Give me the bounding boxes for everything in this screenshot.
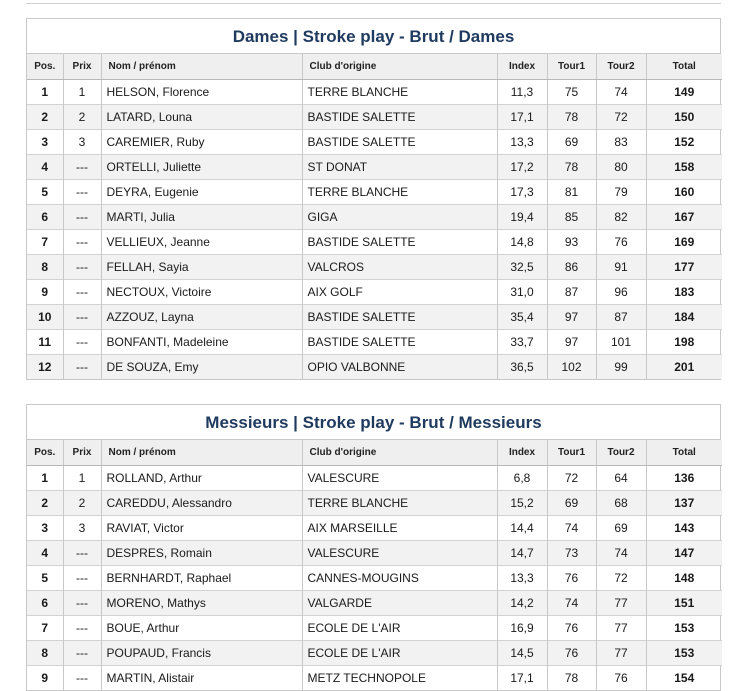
cell-total: 150 xyxy=(646,105,722,130)
cell-tour1: 78 xyxy=(547,155,596,180)
cell-tour2: 99 xyxy=(596,355,646,380)
cell-prix: 2 xyxy=(63,491,101,516)
column-header-prix: Prix xyxy=(63,54,101,80)
column-header-tour2: Tour2 xyxy=(596,54,646,80)
cell-name: LATARD, Louna xyxy=(101,105,302,130)
cell-club: BASTIDE SALETTE xyxy=(302,130,497,155)
cell-pos: 12 xyxy=(27,355,63,380)
table-row xyxy=(27,205,722,230)
cell-total: 136 xyxy=(646,466,722,491)
cell-total: 169 xyxy=(646,230,722,255)
cell-tour1: 76 xyxy=(547,566,596,591)
cell-pos: 2 xyxy=(27,491,63,516)
cell-name: DEYRA, Eugenie xyxy=(101,180,302,205)
cell-total: 167 xyxy=(646,205,722,230)
cell-prix: --- xyxy=(63,566,101,591)
cell-name: MARTIN, Alistair xyxy=(101,666,302,691)
cell-total: 201 xyxy=(646,355,722,380)
cell-prix: --- xyxy=(63,666,101,691)
table-row xyxy=(27,466,722,491)
cell-club: ECOLE DE L'AIR xyxy=(302,641,497,666)
column-header-name: Nom / prénom xyxy=(101,440,302,466)
results-table xyxy=(27,54,722,379)
cell-tour1: 69 xyxy=(547,491,596,516)
cell-club: BASTIDE SALETTE xyxy=(302,330,497,355)
cell-name: FELLAH, Sayia xyxy=(101,255,302,280)
cell-index: 19,4 xyxy=(497,205,547,230)
cell-name: NECTOUX, Victoire xyxy=(101,280,302,305)
cell-pos: 1 xyxy=(27,466,63,491)
section-title: Messieurs | Stroke play - Brut / Messieurs xyxy=(27,405,720,440)
cell-club: CANNES-MOUGINS xyxy=(302,566,497,591)
cell-tour1: 97 xyxy=(547,305,596,330)
cell-index: 15,2 xyxy=(497,491,547,516)
cell-club: ST DONAT xyxy=(302,155,497,180)
cell-pos: 11 xyxy=(27,330,63,355)
cell-prix: --- xyxy=(63,591,101,616)
cell-tour1: 93 xyxy=(547,230,596,255)
cell-prix: --- xyxy=(63,305,101,330)
cell-club: AIX GOLF xyxy=(302,280,497,305)
cell-prix: 1 xyxy=(63,80,101,105)
cell-prix: --- xyxy=(63,616,101,641)
cell-tour1: 86 xyxy=(547,255,596,280)
cell-prix: --- xyxy=(63,230,101,255)
cell-club: OPIO VALBONNE xyxy=(302,355,497,380)
column-header-total: Total xyxy=(646,54,722,80)
cell-tour2: 74 xyxy=(596,80,646,105)
cell-total: 143 xyxy=(646,516,722,541)
table-body xyxy=(27,466,722,691)
cell-prix: --- xyxy=(63,330,101,355)
cell-tour2: 64 xyxy=(596,466,646,491)
cell-index: 17,2 xyxy=(497,155,547,180)
cell-tour2: 77 xyxy=(596,641,646,666)
results-section-messieurs xyxy=(26,404,721,691)
column-header-tour1: Tour1 xyxy=(547,440,596,466)
cell-club: BASTIDE SALETTE xyxy=(302,105,497,130)
cell-club: METZ TECHNOPOLE xyxy=(302,666,497,691)
cell-tour1: 69 xyxy=(547,130,596,155)
cell-index: 16,9 xyxy=(497,616,547,641)
cell-tour1: 87 xyxy=(547,280,596,305)
cell-tour2: 96 xyxy=(596,280,646,305)
cell-total: 177 xyxy=(646,255,722,280)
cell-club: TERRE BLANCHE xyxy=(302,80,497,105)
column-header-index: Index xyxy=(497,54,547,80)
column-header-pos: Pos. xyxy=(27,440,63,466)
cell-total: 152 xyxy=(646,130,722,155)
table-row xyxy=(27,130,722,155)
cell-tour1: 102 xyxy=(547,355,596,380)
cell-tour1: 72 xyxy=(547,466,596,491)
cell-pos: 8 xyxy=(27,641,63,666)
cell-name: ROLLAND, Arthur xyxy=(101,466,302,491)
cell-index: 14,5 xyxy=(497,641,547,666)
table-row xyxy=(27,541,722,566)
cell-tour1: 76 xyxy=(547,641,596,666)
cell-name: VELLIEUX, Jeanne xyxy=(101,230,302,255)
cell-tour2: 80 xyxy=(596,155,646,180)
cell-pos: 4 xyxy=(27,541,63,566)
cell-tour1: 85 xyxy=(547,205,596,230)
cell-index: 35,4 xyxy=(497,305,547,330)
page-top-rule xyxy=(26,3,721,4)
cell-pos: 10 xyxy=(27,305,63,330)
cell-total: 149 xyxy=(646,80,722,105)
cell-pos: 5 xyxy=(27,180,63,205)
cell-pos: 2 xyxy=(27,105,63,130)
cell-prix: 3 xyxy=(63,130,101,155)
table-row xyxy=(27,80,722,105)
cell-tour2: 101 xyxy=(596,330,646,355)
cell-index: 33,7 xyxy=(497,330,547,355)
cell-prix: --- xyxy=(63,280,101,305)
cell-name: ORTELLI, Juliette xyxy=(101,155,302,180)
column-header-total: Total xyxy=(646,440,722,466)
cell-tour2: 77 xyxy=(596,616,646,641)
cell-name: BOUE, Arthur xyxy=(101,616,302,641)
cell-index: 17,1 xyxy=(497,666,547,691)
cell-total: 137 xyxy=(646,491,722,516)
cell-prix: 1 xyxy=(63,466,101,491)
cell-pos: 7 xyxy=(27,616,63,641)
table-row xyxy=(27,641,722,666)
table-row xyxy=(27,616,722,641)
table-header-row xyxy=(27,54,722,80)
cell-tour2: 87 xyxy=(596,305,646,330)
cell-index: 17,1 xyxy=(497,105,547,130)
cell-prix: --- xyxy=(63,180,101,205)
section-title: Dames | Stroke play - Brut / Dames xyxy=(27,19,720,54)
cell-name: POUPAUD, Francis xyxy=(101,641,302,666)
cell-index: 14,2 xyxy=(497,591,547,616)
cell-pos: 1 xyxy=(27,80,63,105)
cell-name: BERNHARDT, Raphael xyxy=(101,566,302,591)
cell-pos: 9 xyxy=(27,280,63,305)
column-header-pos: Pos. xyxy=(27,54,63,80)
cell-club: BASTIDE SALETTE xyxy=(302,230,497,255)
column-header-prix: Prix xyxy=(63,440,101,466)
cell-prix: --- xyxy=(63,255,101,280)
cell-tour1: 74 xyxy=(547,591,596,616)
table-body xyxy=(27,80,722,380)
cell-index: 6,8 xyxy=(497,466,547,491)
cell-prix: 2 xyxy=(63,105,101,130)
cell-index: 14,8 xyxy=(497,230,547,255)
cell-name: CAREMIER, Ruby xyxy=(101,130,302,155)
cell-tour2: 72 xyxy=(596,105,646,130)
table-header-row xyxy=(27,440,722,466)
cell-index: 32,5 xyxy=(497,255,547,280)
cell-index: 13,3 xyxy=(497,130,547,155)
table-row xyxy=(27,516,722,541)
cell-index: 14,4 xyxy=(497,516,547,541)
cell-total: 183 xyxy=(646,280,722,305)
cell-pos: 5 xyxy=(27,566,63,591)
cell-pos: 4 xyxy=(27,155,63,180)
column-header-index: Index xyxy=(497,440,547,466)
cell-total: 184 xyxy=(646,305,722,330)
cell-index: 14,7 xyxy=(497,541,547,566)
cell-total: 148 xyxy=(646,566,722,591)
column-header-tour2: Tour2 xyxy=(596,440,646,466)
cell-pos: 3 xyxy=(27,130,63,155)
table-row xyxy=(27,355,722,380)
cell-pos: 9 xyxy=(27,666,63,691)
cell-club: VALCROS xyxy=(302,255,497,280)
cell-club: VALESCURE xyxy=(302,466,497,491)
cell-club: VALESCURE xyxy=(302,541,497,566)
table-row xyxy=(27,330,722,355)
table-row xyxy=(27,305,722,330)
cell-club: AIX MARSEILLE xyxy=(302,516,497,541)
cell-total: 198 xyxy=(646,330,722,355)
column-header-club: Club d'origine xyxy=(302,54,497,80)
results-section-dames xyxy=(26,18,721,380)
cell-tour2: 74 xyxy=(596,541,646,566)
column-header-name: Nom / prénom xyxy=(101,54,302,80)
cell-pos: 6 xyxy=(27,205,63,230)
cell-club: GIGA xyxy=(302,205,497,230)
cell-name: RAVIAT, Victor xyxy=(101,516,302,541)
cell-club: ECOLE DE L'AIR xyxy=(302,616,497,641)
results-table xyxy=(27,440,722,690)
table-row xyxy=(27,591,722,616)
cell-tour1: 97 xyxy=(547,330,596,355)
table-row xyxy=(27,491,722,516)
cell-name: HELSON, Florence xyxy=(101,80,302,105)
cell-tour2: 77 xyxy=(596,591,646,616)
cell-tour2: 72 xyxy=(596,566,646,591)
cell-tour1: 76 xyxy=(547,616,596,641)
cell-tour1: 81 xyxy=(547,180,596,205)
cell-index: 13,3 xyxy=(497,566,547,591)
table-row xyxy=(27,180,722,205)
cell-total: 153 xyxy=(646,641,722,666)
table-row xyxy=(27,230,722,255)
cell-tour2: 82 xyxy=(596,205,646,230)
table-row xyxy=(27,255,722,280)
cell-total: 153 xyxy=(646,616,722,641)
cell-tour2: 76 xyxy=(596,666,646,691)
cell-club: TERRE BLANCHE xyxy=(302,180,497,205)
cell-total: 160 xyxy=(646,180,722,205)
column-header-club: Club d'origine xyxy=(302,440,497,466)
column-header-tour1: Tour1 xyxy=(547,54,596,80)
cell-club: TERRE BLANCHE xyxy=(302,491,497,516)
cell-pos: 3 xyxy=(27,516,63,541)
cell-name: MORENO, Mathys xyxy=(101,591,302,616)
cell-tour1: 75 xyxy=(547,80,596,105)
cell-index: 36,5 xyxy=(497,355,547,380)
cell-tour2: 83 xyxy=(596,130,646,155)
table-row xyxy=(27,155,722,180)
cell-prix: --- xyxy=(63,355,101,380)
cell-name: DE SOUZA, Emy xyxy=(101,355,302,380)
cell-prix: --- xyxy=(63,205,101,230)
table-row xyxy=(27,666,722,691)
cell-pos: 8 xyxy=(27,255,63,280)
cell-index: 17,3 xyxy=(497,180,547,205)
cell-tour2: 79 xyxy=(596,180,646,205)
cell-total: 151 xyxy=(646,591,722,616)
cell-name: DESPRES, Romain xyxy=(101,541,302,566)
cell-club: BASTIDE SALETTE xyxy=(302,305,497,330)
cell-tour2: 76 xyxy=(596,230,646,255)
table-row xyxy=(27,280,722,305)
cell-index: 31,0 xyxy=(497,280,547,305)
cell-name: BONFANTI, Madeleine xyxy=(101,330,302,355)
cell-prix: --- xyxy=(63,155,101,180)
cell-prix: 3 xyxy=(63,516,101,541)
cell-index: 11,3 xyxy=(497,80,547,105)
cell-tour1: 78 xyxy=(547,105,596,130)
cell-tour2: 69 xyxy=(596,516,646,541)
cell-total: 154 xyxy=(646,666,722,691)
cell-tour2: 68 xyxy=(596,491,646,516)
table-row xyxy=(27,105,722,130)
cell-prix: --- xyxy=(63,541,101,566)
cell-total: 147 xyxy=(646,541,722,566)
cell-tour2: 91 xyxy=(596,255,646,280)
cell-club: VALGARDE xyxy=(302,591,497,616)
cell-total: 158 xyxy=(646,155,722,180)
cell-name: AZZOUZ, Layna xyxy=(101,305,302,330)
cell-pos: 6 xyxy=(27,591,63,616)
cell-tour1: 78 xyxy=(547,666,596,691)
cell-pos: 7 xyxy=(27,230,63,255)
cell-tour1: 74 xyxy=(547,516,596,541)
cell-tour1: 73 xyxy=(547,541,596,566)
cell-prix: --- xyxy=(63,641,101,666)
cell-name: CAREDDU, Alessandro xyxy=(101,491,302,516)
cell-name: MARTI, Julia xyxy=(101,205,302,230)
table-row xyxy=(27,566,722,591)
